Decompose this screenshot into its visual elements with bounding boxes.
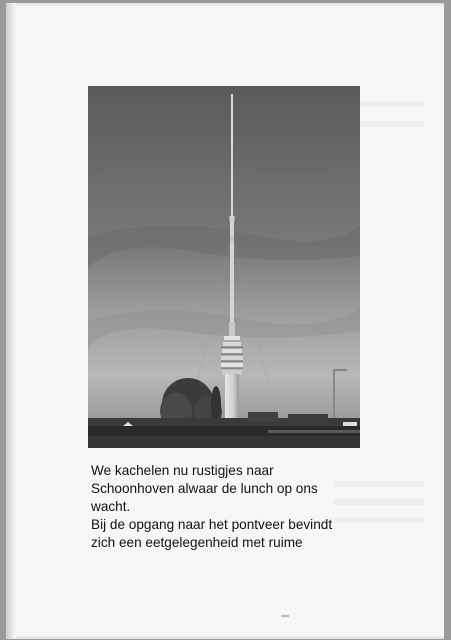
caption-line: wacht. <box>91 499 131 514</box>
caption-line: Schoonhoven alwaar de lunch op ons <box>91 481 318 496</box>
caption-line: zich een eetgelegenheid met ruime <box>91 535 303 550</box>
caption-line: Bij de opgang naar het pontveer bevindt <box>91 517 333 532</box>
caption-line: We kachelen nu rustigjes naar <box>91 463 274 478</box>
scan-mark <box>281 615 289 617</box>
document-page <box>6 3 444 639</box>
page-fold-shadow <box>6 3 16 639</box>
caption-text <box>91 462 391 552</box>
tv-tower-photo <box>88 86 360 448</box>
